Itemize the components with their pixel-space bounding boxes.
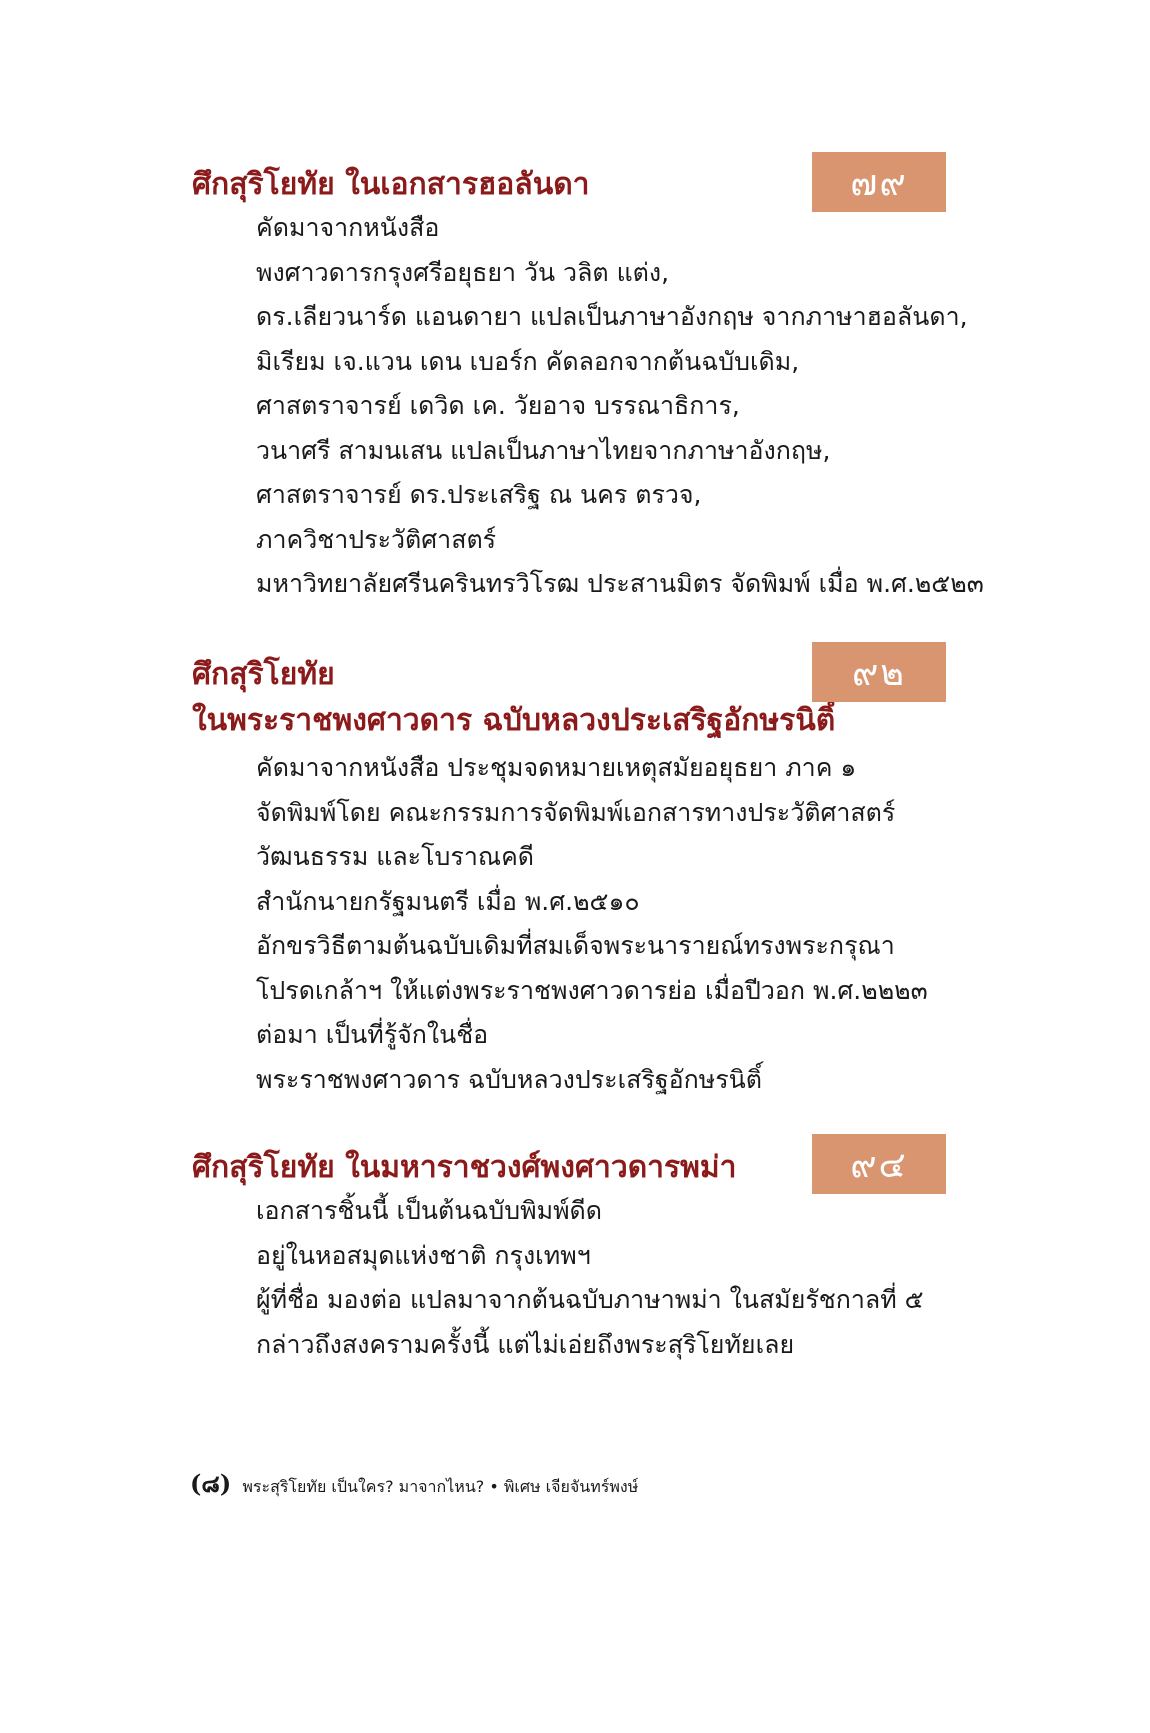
section-heading-line: ในพระราชพงศาวดาร ฉบับหลวงประเสริฐอักษรนิติ์ bbox=[192, 703, 836, 738]
section-heading bbox=[192, 652, 835, 744]
section-heading-line: ศึกสุริโยทัย ในมหาราชวงศ์พงศาวดารพม่า bbox=[192, 1150, 737, 1185]
section-heading-line: ศึกสุริโยทัย ในเอกสารฮอลันดา bbox=[192, 167, 590, 202]
body-line: วัฒนธรรม และโบราณคดี bbox=[256, 842, 535, 871]
page-reference-badge: ๗๙ bbox=[812, 152, 946, 212]
body-line: กล่าวถึงสงครามครั้งนี้ แต่ไม่เอ่ยถึงพระสุริโยทัยเลย bbox=[256, 1329, 795, 1359]
running-footer-title: พระสุริโยทัย เป็นใคร? มาจากไหน? • พิเศษ เจียจันทร์พงษ์ bbox=[242, 1477, 639, 1496]
section-body bbox=[256, 1189, 924, 1367]
page-number: (๘) bbox=[190, 1469, 232, 1498]
body-line: พระราชพงศาวดาร ฉบับหลวงประเสริฐอักษรนิติ์ bbox=[256, 1064, 762, 1094]
body-line: จัดพิมพ์โดย คณะกรรมการจัดพิมพ์เอกสารทางประวัติศาสตร์ bbox=[256, 797, 896, 827]
body-line: คัดมาจากหนังสือ bbox=[256, 213, 440, 242]
body-line: พงศาวดารกรุงศรีอยุธยา วัน วลิต แต่ง, bbox=[256, 257, 670, 287]
section-heading bbox=[192, 1144, 737, 1191]
page-reference-badge: ๙๔ bbox=[812, 1134, 946, 1194]
section-body bbox=[256, 206, 984, 607]
body-line: มหาวิทยาลัยศรีนครินทรวิโรฒ ประสานมิตร จัดพิมพ์ เมื่อ พ.ศ.๒๕๒๓ bbox=[256, 569, 984, 598]
body-line: อักขรวิธีตามต้นฉบับเดิมที่สมเด็จพระนารายณ์ทรงพระกรุณา bbox=[256, 931, 895, 960]
body-line: มิเรียม เจ.แวน เดน เบอร์ก คัดลอกจากต้นฉบับเดิม, bbox=[256, 346, 800, 376]
body-line: ดร.เลียวนาร์ด แอนดายา แปลเป็นภาษาอังกฤษ จากภาษาฮอลันดา, bbox=[256, 302, 968, 331]
body-line: เอกสารชิ้นนี้ เป็นต้นฉบับพิมพ์ดีด bbox=[256, 1196, 603, 1225]
body-line: วนาศรี สามนเสน แปลเป็นภาษาไทยจากภาษาอังกฤษ, bbox=[256, 435, 831, 465]
body-line: โปรดเกล้าฯ ให้แต่งพระราชพงศาวดารย่อ เมื่อปีวอก พ.ศ.๒๒๒๓ bbox=[256, 975, 928, 1005]
body-line: ศาสตราจารย์ เดวิด เค. วัยอาจ บรรณาธิการ, bbox=[256, 391, 740, 420]
section-body bbox=[256, 746, 928, 1102]
section-heading-line: ศึกสุริโยทัย bbox=[192, 657, 335, 692]
page-footer bbox=[190, 1464, 638, 1503]
body-line: สำนักนายกรัฐมนตรี เมื่อ พ.ศ.๒๕๑๐ bbox=[256, 886, 640, 916]
body-line: ศาสตราจารย์ ดร.ประเสริฐ ณ นคร ตรวจ, bbox=[256, 480, 702, 509]
body-line: คัดมาจากหนังสือ ประชุมจดหมายเหตุสมัยอยุธยา ภาค ๑ bbox=[256, 753, 857, 782]
page-reference-badge: ๙๒ bbox=[812, 642, 946, 702]
body-line: ต่อมา เป็นที่รู้จักในชื่อ bbox=[256, 1020, 489, 1049]
body-line: อยู่ในหอสมุดแห่งชาติ กรุงเทพฯ bbox=[256, 1240, 591, 1270]
body-line: ภาควิชาประวัติศาสตร์ bbox=[256, 524, 497, 554]
section-heading bbox=[192, 161, 590, 208]
body-line: ผู้ที่ชื่อ มองต่อ แปลมาจากต้นฉบับภาษาพม่า ในสมัยรัชกาลที่ ๕ bbox=[256, 1285, 924, 1314]
